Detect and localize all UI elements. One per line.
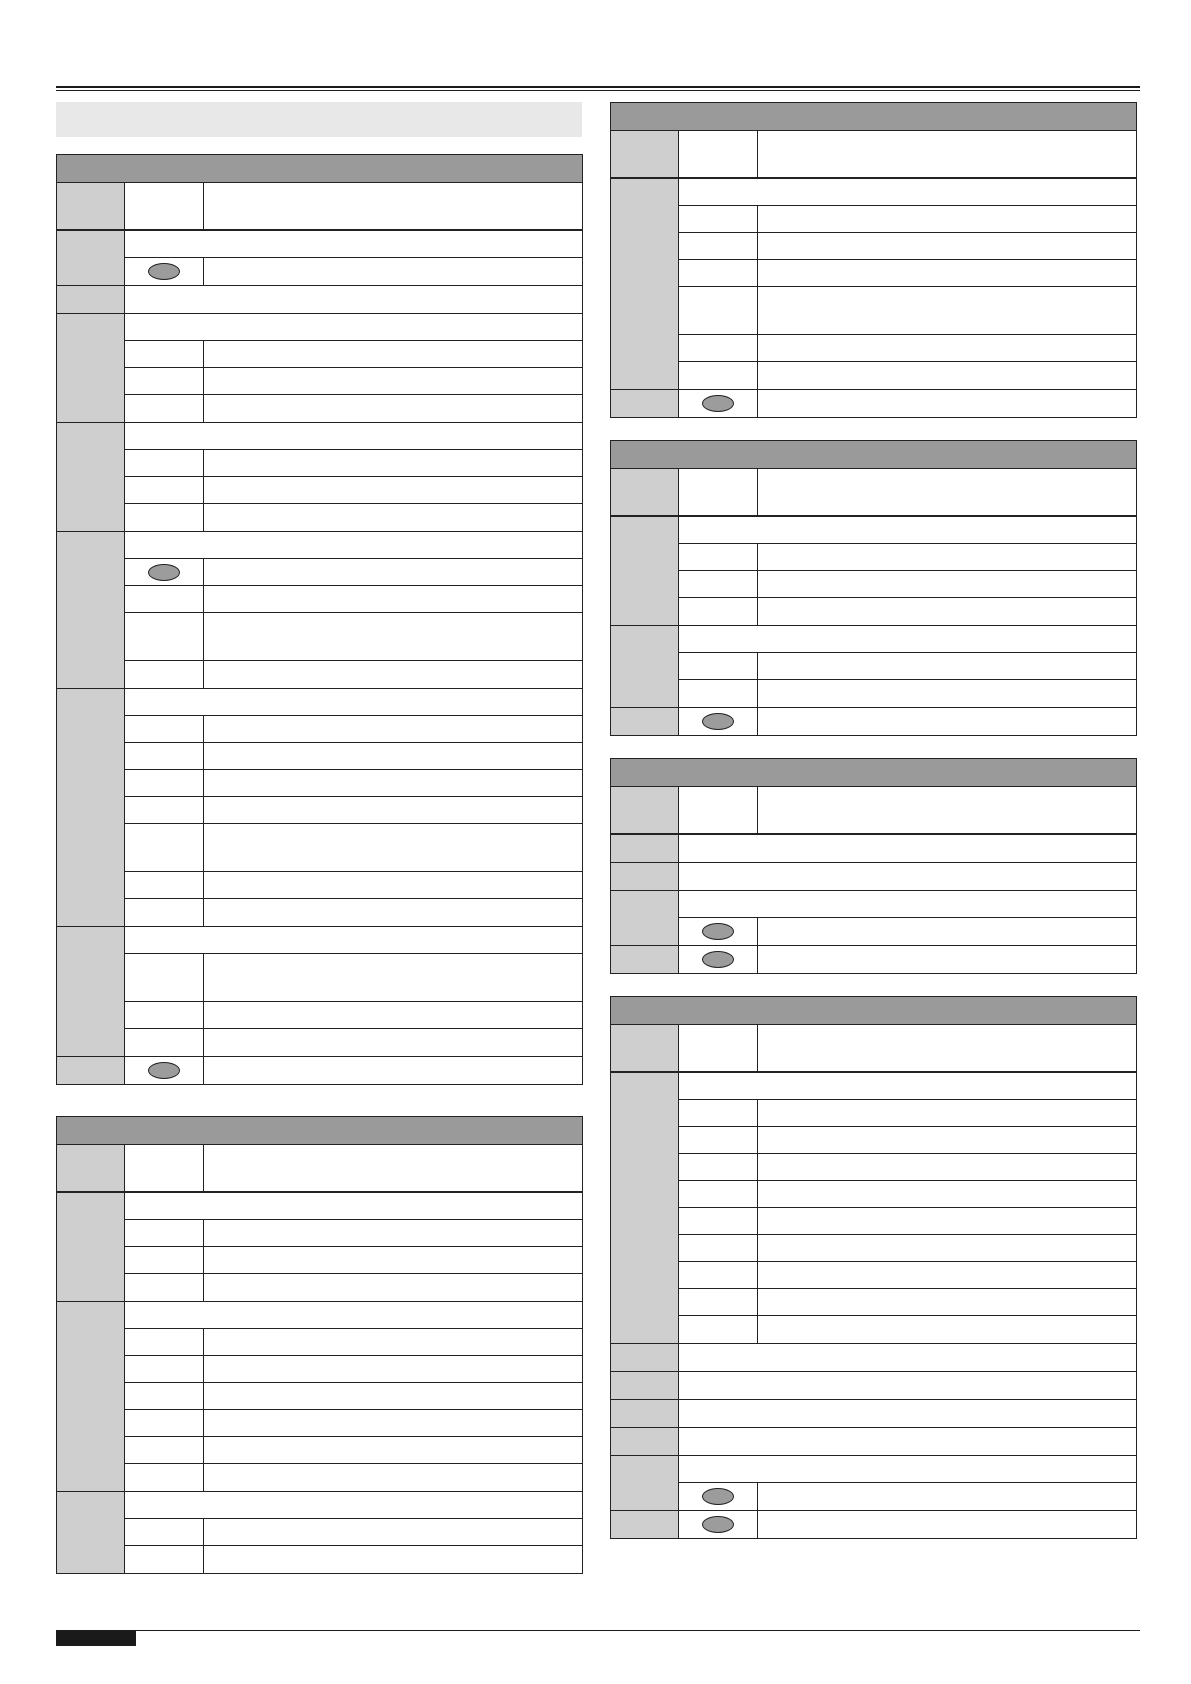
column-header-description <box>758 131 1136 177</box>
table-row <box>125 231 582 258</box>
table-row <box>125 1356 582 1383</box>
table-row <box>125 477 582 504</box>
settings-table-6 <box>610 996 1137 1539</box>
top-rule-thin <box>56 90 1140 91</box>
column-header-row <box>611 787 1136 835</box>
table-row <box>679 1372 1136 1399</box>
column-header-setting <box>125 1145 204 1191</box>
table-row <box>125 954 582 1002</box>
oval-button-icon <box>148 1062 180 1079</box>
table-row <box>679 1289 1136 1316</box>
table-group <box>611 390 1136 417</box>
column-header-item <box>57 1145 125 1191</box>
table-row <box>679 626 1136 653</box>
table-row <box>125 559 582 586</box>
table-group <box>57 1492 582 1573</box>
group-label <box>57 286 125 313</box>
oval-button-icon <box>702 1516 734 1533</box>
table-group <box>57 314 582 423</box>
table-group <box>611 626 1136 708</box>
table-group <box>611 1400 1136 1428</box>
table-row <box>125 1029 582 1056</box>
group-label <box>611 891 679 945</box>
table-row <box>125 286 582 313</box>
group-label <box>611 835 679 862</box>
table-row <box>679 335 1136 362</box>
table-row <box>125 1002 582 1029</box>
table-row <box>125 1546 582 1573</box>
column-header-setting <box>679 469 758 515</box>
group-label <box>611 946 679 973</box>
table-group <box>611 1428 1136 1456</box>
table-row <box>125 423 582 450</box>
table-row <box>679 1483 1136 1510</box>
group-label <box>611 1073 679 1343</box>
table-row <box>125 716 582 743</box>
table-header <box>611 997 1136 1025</box>
table-row <box>125 743 582 770</box>
table-row <box>679 653 1136 680</box>
group-label <box>611 390 679 417</box>
footer-rule <box>56 1630 1140 1631</box>
table-row <box>125 258 582 285</box>
table-group <box>57 1302 582 1492</box>
table-row <box>125 1519 582 1546</box>
column-header-setting <box>679 1025 758 1071</box>
table-row <box>679 1344 1136 1371</box>
table-row <box>125 1247 582 1274</box>
table-row <box>125 824 582 872</box>
group-label <box>57 927 125 1056</box>
table-row <box>679 918 1136 945</box>
oval-button-icon <box>702 951 734 968</box>
group-label <box>57 1057 125 1084</box>
table-row <box>125 613 582 661</box>
column-header-item <box>611 787 679 833</box>
table-group <box>57 927 582 1057</box>
table-row <box>125 1193 582 1220</box>
table-row <box>679 233 1136 260</box>
table-row <box>679 571 1136 598</box>
section-title-band <box>56 102 582 137</box>
table-header <box>611 759 1136 787</box>
table-group <box>611 517 1136 626</box>
table-row <box>125 395 582 422</box>
table-row <box>679 835 1136 862</box>
table-header <box>611 103 1136 131</box>
table-row <box>125 1274 582 1301</box>
table-row <box>125 450 582 477</box>
table-row <box>125 1220 582 1247</box>
group-label <box>57 1492 125 1573</box>
table-group <box>611 863 1136 891</box>
table-row <box>679 206 1136 233</box>
table-group <box>611 835 1136 863</box>
table-row <box>679 680 1136 707</box>
table-group <box>611 891 1136 946</box>
oval-button-icon <box>702 923 734 940</box>
table-group <box>611 1372 1136 1400</box>
group-label <box>611 517 679 625</box>
table-row <box>679 1511 1136 1538</box>
table-row <box>679 1262 1136 1289</box>
table-row <box>679 598 1136 625</box>
column-header-row <box>57 1145 582 1193</box>
oval-button-icon <box>702 713 734 730</box>
table-row <box>679 287 1136 335</box>
table-row <box>125 1492 582 1519</box>
group-label <box>611 1456 679 1510</box>
table-group <box>611 179 1136 390</box>
table-row <box>679 1316 1136 1343</box>
table-group <box>57 689 582 927</box>
table-group <box>611 1456 1136 1511</box>
column-header-description <box>204 1145 582 1191</box>
oval-button-icon <box>148 263 180 280</box>
table-row <box>679 260 1136 287</box>
group-label <box>57 423 125 531</box>
table-row <box>125 689 582 716</box>
table-row <box>679 1100 1136 1127</box>
page-number-tab <box>56 1630 136 1646</box>
column-header-row <box>611 469 1136 517</box>
table-group <box>611 946 1136 973</box>
group-label <box>611 708 679 735</box>
table-row <box>679 179 1136 206</box>
column-header-item <box>57 183 125 229</box>
column-header-row <box>611 1025 1136 1073</box>
table-row <box>679 544 1136 571</box>
table-row <box>125 872 582 899</box>
group-label <box>57 231 125 285</box>
table-row <box>125 314 582 341</box>
table-row <box>679 1400 1136 1427</box>
table-row <box>125 1437 582 1464</box>
group-label <box>57 314 125 422</box>
group-label <box>611 1400 679 1427</box>
group-label <box>57 689 125 926</box>
table-row <box>125 927 582 954</box>
group-label <box>611 1511 679 1538</box>
table-row <box>125 1302 582 1329</box>
top-rule <box>56 86 1140 88</box>
table-row <box>679 1456 1136 1483</box>
group-label <box>611 1344 679 1371</box>
column-header-description <box>204 183 582 229</box>
settings-table-1 <box>56 154 583 1085</box>
column-header-item <box>611 1025 679 1071</box>
group-label <box>611 626 679 707</box>
table-row <box>679 1154 1136 1181</box>
table-group <box>611 1344 1136 1372</box>
table-group <box>57 1193 582 1302</box>
table-row <box>679 1208 1136 1235</box>
table-row <box>679 863 1136 890</box>
oval-button-icon <box>702 1488 734 1505</box>
table-row <box>679 1127 1136 1154</box>
group-label <box>57 1302 125 1491</box>
table-group <box>57 286 582 314</box>
table-row <box>125 341 582 368</box>
table-row <box>125 899 582 926</box>
table-row <box>679 390 1136 417</box>
table-row <box>125 661 582 688</box>
column-header-item <box>611 131 679 177</box>
table-row <box>679 946 1136 973</box>
oval-button-icon <box>148 564 180 581</box>
group-label <box>611 1372 679 1399</box>
table-row <box>125 1383 582 1410</box>
column-header-row <box>611 131 1136 179</box>
table-row <box>125 770 582 797</box>
table-row <box>125 368 582 395</box>
group-label <box>57 532 125 688</box>
table-row <box>679 1235 1136 1262</box>
group-label <box>611 179 679 389</box>
column-header-row <box>57 183 582 231</box>
settings-table-3 <box>610 102 1137 418</box>
group-label <box>57 1193 125 1301</box>
table-header <box>57 155 582 183</box>
settings-table-2 <box>56 1116 583 1574</box>
column-header-item <box>611 469 679 515</box>
column-header-setting <box>679 131 758 177</box>
table-group <box>611 1511 1136 1538</box>
table-group <box>611 708 1136 735</box>
table-group <box>57 231 582 286</box>
column-header-description <box>758 469 1136 515</box>
table-row <box>679 891 1136 918</box>
table-group <box>57 1057 582 1084</box>
settings-table-5 <box>610 758 1137 974</box>
table-row <box>125 504 582 531</box>
table-header <box>611 441 1136 469</box>
group-label <box>611 1428 679 1455</box>
column-header-setting <box>679 787 758 833</box>
table-row <box>125 586 582 613</box>
table-row <box>679 1181 1136 1208</box>
table-row <box>125 1410 582 1437</box>
table-row <box>125 1329 582 1356</box>
column-header-setting <box>125 183 204 229</box>
table-row <box>679 1428 1136 1455</box>
table-row <box>679 1073 1136 1100</box>
group-label <box>611 863 679 890</box>
table-row <box>679 362 1136 389</box>
settings-table-4 <box>610 440 1137 736</box>
table-header <box>57 1117 582 1145</box>
column-header-description <box>758 1025 1136 1071</box>
table-group <box>57 423 582 532</box>
table-row <box>125 1464 582 1491</box>
table-row <box>125 797 582 824</box>
table-row <box>125 1057 582 1084</box>
table-row <box>679 708 1136 735</box>
table-group <box>611 1073 1136 1344</box>
oval-button-icon <box>702 395 734 412</box>
table-group <box>57 532 582 689</box>
table-row <box>679 517 1136 544</box>
column-header-description <box>758 787 1136 833</box>
table-row <box>125 532 582 559</box>
